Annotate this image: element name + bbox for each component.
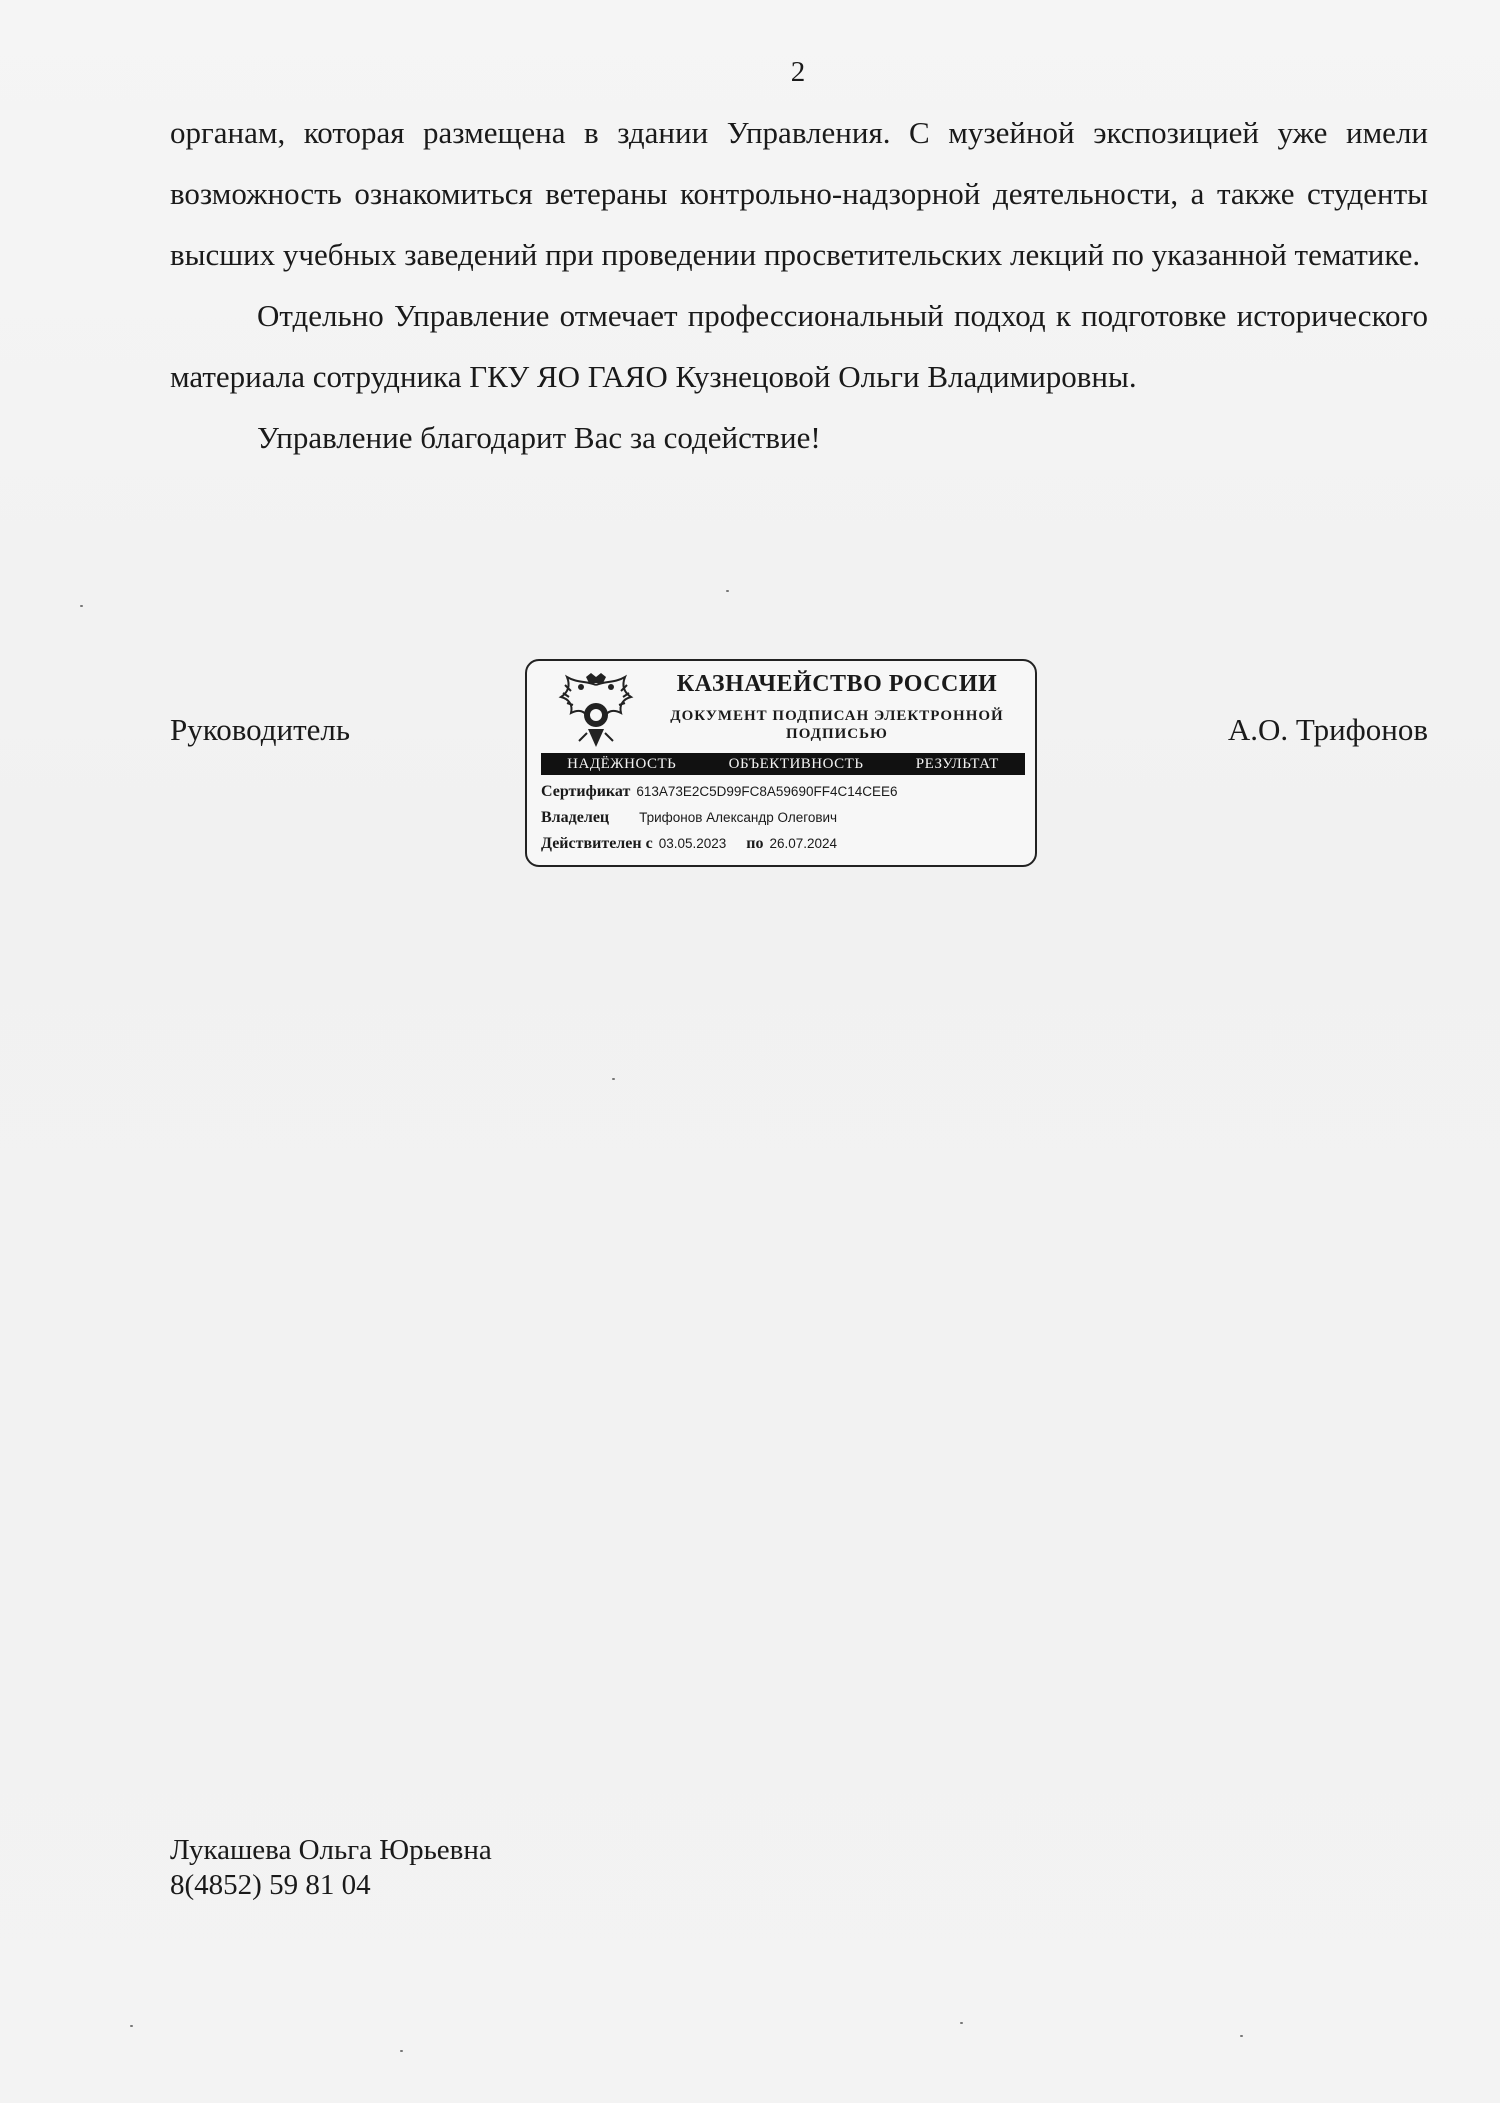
scan-speck [400, 2050, 403, 2052]
valid-to-label: по [746, 835, 764, 852]
valid-from-label: Действителен с [541, 835, 653, 852]
contact-block [170, 1833, 492, 1903]
stamp-motto-band [541, 753, 1025, 775]
stamp-motto: ОБЪЕКТИВНОСТЬ [728, 756, 864, 772]
stamp-motto: РЕЗУЛЬТАТ [915, 756, 999, 772]
owner-value: Трифонов Александр Олегович [639, 810, 838, 825]
paragraph-3: Управление благодарит Вас за содействие! [257, 420, 821, 455]
valid-to-value: 26.07.2024 [769, 836, 838, 851]
stamp-motto: НАДЁЖНОСТЬ [567, 756, 677, 772]
signer-title: Руководитель [170, 712, 351, 747]
letter-body [170, 102, 1428, 468]
stamp-certificate-row [541, 783, 898, 801]
contact-name: Лукашева Ольга Юрьевна [170, 1834, 492, 1866]
signer-name: А.О. Трифонов [1227, 712, 1428, 747]
stamp-organization: КАЗНАЧЕЙСТВО РОССИИ [676, 671, 998, 697]
paragraph-2: Отдельно Управление отмечает профессиональный подход к подготовке исторического материала сотрудника ГКУ ЯО ГАЯО Кузнецовой Ольги Владимировны. [170, 298, 1428, 394]
scan-speck [130, 2025, 133, 2027]
scan-speck [1240, 2035, 1243, 2037]
double-headed-eagle-icon [557, 671, 635, 751]
certificate-label: Сертификат [541, 783, 631, 800]
scan-speck [80, 605, 83, 607]
scan-speck [960, 2022, 963, 2024]
stamp-document-signed: ДОКУМЕНТ ПОДПИСАН ЭЛЕКТРОННОЙ ПОДПИСЬЮ [670, 708, 1004, 742]
contact-phone: 8(4852) 59 81 04 [170, 1869, 371, 1901]
electronic-signature-stamp [525, 659, 1037, 867]
valid-from-value: 03.05.2023 [658, 836, 727, 851]
owner-label: Владелец [541, 809, 610, 826]
stamp-owner-row [541, 809, 837, 827]
paragraph-1: органам, которая размещена в здании Управления. С музейной экспозицией уже имели возможность ознакомиться ветераны контрольно-надзорной деятельности, а также студенты высших учебных заведений при проведении просветительских лекций по указанной тематике. [170, 115, 1428, 272]
scan-speck [612, 1078, 615, 1080]
stamp-validity-row [541, 835, 837, 853]
scan-speck [726, 590, 729, 592]
certificate-value: 613A73E2C5D99FC8A59690FF4C14CEE6 [636, 784, 898, 799]
page-number: 2 [790, 56, 806, 88]
